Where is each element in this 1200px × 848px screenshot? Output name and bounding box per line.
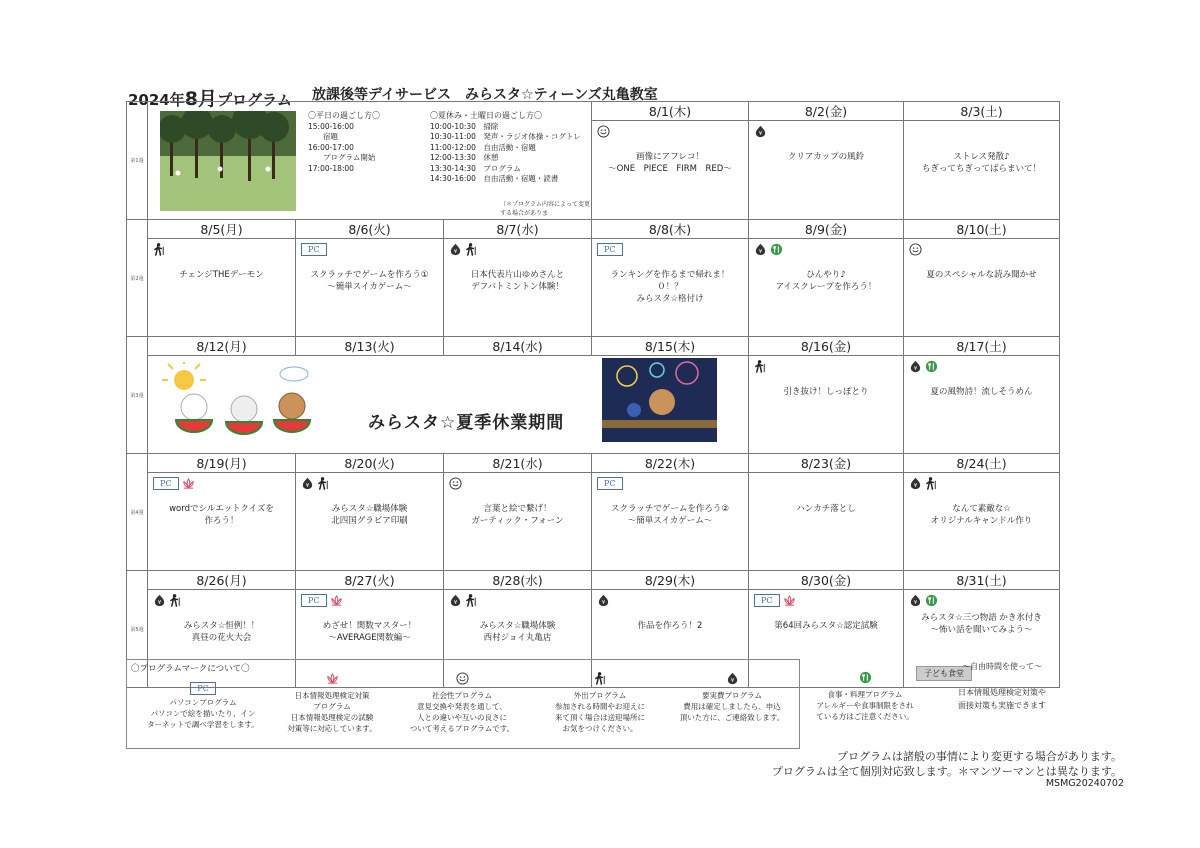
day-header: 8/27(火) bbox=[296, 571, 444, 590]
legend-item: 食事・料理プログラム アレルギーや食事制限をされ ている方はご注意ください。 bbox=[800, 671, 930, 722]
coin-icon bbox=[597, 594, 610, 607]
day-header: 8/23(金) bbox=[749, 454, 904, 473]
fireworks-illustration bbox=[602, 358, 717, 442]
program-icons bbox=[301, 477, 330, 490]
program-title: みらスタ☆職場体験 西村ジョイ丸亀店 bbox=[479, 621, 556, 643]
day-header: 8/30(金) bbox=[749, 571, 904, 590]
schedule-block bbox=[148, 102, 592, 220]
kids-cafeteria-badge: 子ども食堂 bbox=[916, 666, 972, 681]
program-icons bbox=[909, 360, 938, 373]
pc-icon: PC bbox=[754, 594, 780, 607]
food-icon bbox=[800, 671, 930, 687]
walk-icon bbox=[317, 477, 330, 490]
smile-icon bbox=[449, 477, 462, 490]
week-label: 第5週 bbox=[127, 571, 148, 688]
svg-text:¥: ¥ bbox=[913, 366, 918, 373]
program-title: 夏のスペシャルな読み聞かせ bbox=[926, 270, 1037, 280]
footer-line-2: プログラムは全て個別対応致します。＊マンツーマンとは異なります。 bbox=[771, 765, 1122, 778]
food-icon bbox=[859, 671, 872, 684]
program-icons bbox=[449, 477, 462, 490]
lotus-icon bbox=[326, 672, 339, 685]
day-header: 8/31(土) bbox=[904, 571, 1060, 590]
svg-text:¥: ¥ bbox=[601, 600, 606, 607]
program-icons bbox=[597, 594, 610, 607]
program-title: みらスタ☆三つ物語 かき氷付き ～怖い話を聞いてみよう～ bbox=[921, 613, 1042, 635]
day-header: 8/29(木) bbox=[592, 571, 749, 590]
walk-icon bbox=[594, 672, 607, 685]
walk-icon bbox=[153, 243, 166, 256]
pc-icon: PC bbox=[301, 243, 327, 256]
program-icons bbox=[597, 477, 623, 490]
day-cell bbox=[749, 121, 904, 220]
program-title: 画像にアフレコ！ ～ONE PIECE FIRM RED～ bbox=[608, 152, 732, 174]
pc-icon: PC bbox=[153, 477, 179, 490]
day-cell bbox=[749, 473, 904, 571]
pc-icon: PC bbox=[301, 594, 327, 607]
smile-icon bbox=[909, 243, 922, 256]
day-cell bbox=[749, 356, 904, 454]
program-title: 夏の風物詩！流しそうめん bbox=[930, 387, 1033, 397]
program-title: 日本代表片山ゆめさんと デフバトミントン体験！ bbox=[470, 270, 565, 292]
pc-icon bbox=[133, 682, 273, 695]
day-header: 8/26(月) bbox=[148, 571, 296, 590]
program-title: スクラッチでゲームを作ろう② ～簡単スイカゲーム～ bbox=[611, 504, 729, 526]
walk-icon bbox=[465, 243, 478, 256]
day-cell bbox=[904, 473, 1060, 571]
program-icons bbox=[597, 125, 610, 138]
day-header: 8/9(金) bbox=[749, 220, 904, 239]
svg-text:¥: ¥ bbox=[758, 131, 763, 138]
program-icons bbox=[449, 243, 478, 256]
pc-icon: PC bbox=[597, 243, 623, 256]
day-header: 8/24(土) bbox=[904, 454, 1060, 473]
coin-icon bbox=[754, 243, 767, 256]
svg-text:¥: ¥ bbox=[453, 249, 458, 256]
day-cell bbox=[592, 239, 749, 337]
svg-text:¥: ¥ bbox=[730, 678, 734, 685]
lotus-icon bbox=[783, 594, 796, 607]
day-header: 8/5(月) bbox=[148, 220, 296, 239]
program-title: 引き抜け！しっぽとり bbox=[783, 387, 869, 397]
legend-item: 社会性プログラム 意見交換や発表を通して、 人との違いや互いの良さに ついて考えるプログラムです。 bbox=[397, 672, 527, 734]
day-header: 8/12(月) bbox=[148, 337, 296, 356]
day-header: 8/19(月) bbox=[148, 454, 296, 473]
week-label: 第4週 bbox=[127, 454, 148, 571]
calendar-table bbox=[126, 101, 1060, 688]
coin-icon bbox=[754, 125, 767, 138]
program-icons bbox=[754, 594, 796, 607]
coin-icon bbox=[153, 594, 166, 607]
smile-icon bbox=[397, 672, 527, 688]
program-title: みらスタ☆職場体験 北四国グラビア印刷 bbox=[331, 504, 408, 526]
program-title: クリアカップの風鈴 bbox=[787, 152, 865, 162]
day-header: 8/17(土) bbox=[904, 337, 1060, 356]
day-cell bbox=[749, 239, 904, 337]
program-icons bbox=[301, 243, 327, 256]
day-header: 8/14(水) bbox=[444, 337, 592, 356]
day-header: 8/6(火) bbox=[296, 220, 444, 239]
program-title: 作品を作ろう！2 bbox=[637, 621, 703, 631]
coin-icon bbox=[449, 243, 462, 256]
day-header: 8/8(木) bbox=[592, 220, 749, 239]
smile-icon bbox=[456, 672, 469, 685]
footer-line-1: プログラムは諸般の事情により変更する場合があります。 bbox=[836, 750, 1122, 763]
program-title: 言葉と絵で繋げ！ ガーティック・フォーン bbox=[471, 504, 564, 526]
coin-icon bbox=[909, 477, 922, 490]
lotus-icon bbox=[330, 594, 343, 607]
program-title: なんて素敵な☆ オリジナルキャンドル作り bbox=[930, 504, 1033, 526]
program-icons bbox=[754, 125, 767, 138]
svg-text:¥: ¥ bbox=[453, 600, 458, 607]
day-header: 8/16(金) bbox=[749, 337, 904, 356]
day-cell bbox=[148, 239, 296, 337]
legend-title: 〇プログラムマークについて〇 bbox=[131, 664, 250, 674]
day-header: 8/13(火) bbox=[296, 337, 444, 356]
closure-banner: みらスタ☆夏季休業期間 bbox=[368, 413, 565, 433]
program-title: 第64回みらスタ☆認定試験 bbox=[774, 621, 878, 631]
program-icons bbox=[153, 594, 182, 607]
walk-icon bbox=[754, 360, 767, 373]
coin-icon bbox=[301, 477, 314, 490]
food-icon bbox=[925, 360, 938, 373]
week-label: 第1週 bbox=[127, 102, 148, 220]
lotus-icon bbox=[277, 672, 387, 688]
day-cell bbox=[444, 239, 592, 337]
program-icons bbox=[909, 477, 938, 490]
program-icons bbox=[754, 360, 767, 373]
day-header: 8/21(水) bbox=[444, 454, 592, 473]
side-note: ～自由時間を使って～ 日本情報処理検定対策や 面接対策も実施できます bbox=[958, 662, 1046, 710]
week-label: 第2週 bbox=[127, 220, 148, 337]
program-title: ストレス発散♪ ちぎってちぎってばらまいて！ bbox=[921, 152, 1041, 174]
watermelon-animals-illustration bbox=[156, 362, 316, 442]
program-icons bbox=[909, 594, 938, 607]
day-cell bbox=[148, 473, 296, 571]
coin-icon bbox=[909, 594, 922, 607]
program-title: ハンカチ落とし bbox=[796, 504, 856, 514]
day-header: 8/15(木) bbox=[592, 337, 749, 356]
day-cell bbox=[296, 239, 444, 337]
smile-icon bbox=[597, 125, 610, 138]
program-icons bbox=[754, 243, 783, 256]
day-cell bbox=[296, 473, 444, 571]
day-header: 8/3(土) bbox=[904, 102, 1060, 121]
program-title: ひんやり♪ アイスクレープを作ろう！ bbox=[775, 270, 877, 292]
walk-icon bbox=[169, 594, 182, 607]
legend-box bbox=[126, 659, 800, 749]
schedule-note: （＊プログラム内容によって変更する場合がありま bbox=[500, 201, 590, 217]
closure-cell bbox=[148, 356, 749, 454]
program-icons bbox=[153, 243, 166, 256]
svg-text:¥: ¥ bbox=[157, 600, 162, 607]
weekday-schedule: 〇平日の過ごし方〇 15:00-16:00 宿題 16:00-17:00 プログラム開始 17:00-18:00 bbox=[308, 111, 380, 173]
holiday-schedule: 〇夏休み・土曜日の過ごし方〇 10:00-10:30 掃除 10:30-11:00 発声・ラジオ体操・コグトレ 11:00-12:00 自由活動・宿題 12:00-13:30 休憩 13:30-14:30 プログラム 14:30-16:00 自由活動・宿題・読書 bbox=[430, 111, 581, 183]
program-title: スクラッチでゲームを作ろう① ～簡単スイカゲーム～ bbox=[310, 270, 429, 292]
park-photo bbox=[160, 111, 296, 211]
walk-icon bbox=[465, 594, 478, 607]
program-title: チェンジTHEデーモン bbox=[179, 270, 264, 280]
walk-icon bbox=[925, 477, 938, 490]
legend-item: 日本情報処理検定対策 プログラム 日本情報処理検定の試験 対策等に対応しています。 bbox=[277, 672, 387, 734]
day-cell bbox=[444, 473, 592, 571]
coin-icon bbox=[909, 360, 922, 373]
svg-text:¥: ¥ bbox=[913, 483, 918, 490]
facility-name: 放課後等デイサービス みらスタ☆ティーンズ丸亀教室 bbox=[312, 87, 658, 103]
food-icon bbox=[770, 243, 783, 256]
program-title: ランキングを作るまで帰れま！ ０！？ みらスタ☆格付け bbox=[610, 270, 730, 304]
program-title: wordでシルエットクイズを 作ろう！ bbox=[169, 504, 274, 526]
day-cell bbox=[904, 239, 1060, 337]
day-header: 8/7(水) bbox=[444, 220, 592, 239]
day-header: 8/22(木) bbox=[592, 454, 749, 473]
program-icons bbox=[153, 477, 195, 490]
day-cell bbox=[904, 356, 1060, 454]
program-icons bbox=[449, 594, 478, 607]
program-title: みらスタ☆恒例！！ 真昼の花火大会 bbox=[183, 621, 260, 643]
legend-item: PC パソコンプログラム パソコンで絵を描いたり、イン ターネットで調べ学習をします。 bbox=[133, 682, 273, 730]
program-title: めざせ！関数マスター！ ～AVERAGE関数編～ bbox=[322, 621, 417, 643]
day-header: 8/2(金) bbox=[749, 102, 904, 121]
day-header: 8/20(火) bbox=[296, 454, 444, 473]
svg-text:¥: ¥ bbox=[305, 483, 310, 490]
coin-icon bbox=[667, 672, 797, 688]
walk-icon bbox=[535, 672, 665, 688]
document-code: MSMG20240702 bbox=[1045, 778, 1124, 789]
day-cell bbox=[592, 121, 749, 220]
program-icons bbox=[909, 243, 922, 256]
day-header: 8/10(土) bbox=[904, 220, 1060, 239]
legend-item: ¥ 要実費プログラム 費用は確定しましたら、申込 頂いた方に、ご連絡致します。 bbox=[667, 672, 797, 723]
program-title: 2024年8月プログラム bbox=[128, 88, 292, 110]
pc-icon: PC bbox=[597, 477, 623, 490]
pc-icon: PC bbox=[190, 682, 216, 695]
day-cell bbox=[592, 473, 749, 571]
day-header: 8/1(木) bbox=[592, 102, 749, 121]
program-icons bbox=[301, 594, 343, 607]
svg-text:¥: ¥ bbox=[758, 249, 763, 256]
lotus-icon bbox=[182, 477, 195, 490]
coin-icon bbox=[726, 672, 739, 685]
food-icon bbox=[925, 594, 938, 607]
program-icons bbox=[597, 243, 623, 256]
week-label: 第3週 bbox=[127, 337, 148, 454]
svg-text:¥: ¥ bbox=[913, 600, 918, 607]
coin-icon bbox=[449, 594, 462, 607]
legend-item: 外出プログラム 参加される時間やお迎えに 来て頂く場合は送迎場所に お気をつけください。 bbox=[535, 672, 665, 734]
day-header: 8/28(水) bbox=[444, 571, 592, 590]
day-cell bbox=[904, 121, 1060, 220]
